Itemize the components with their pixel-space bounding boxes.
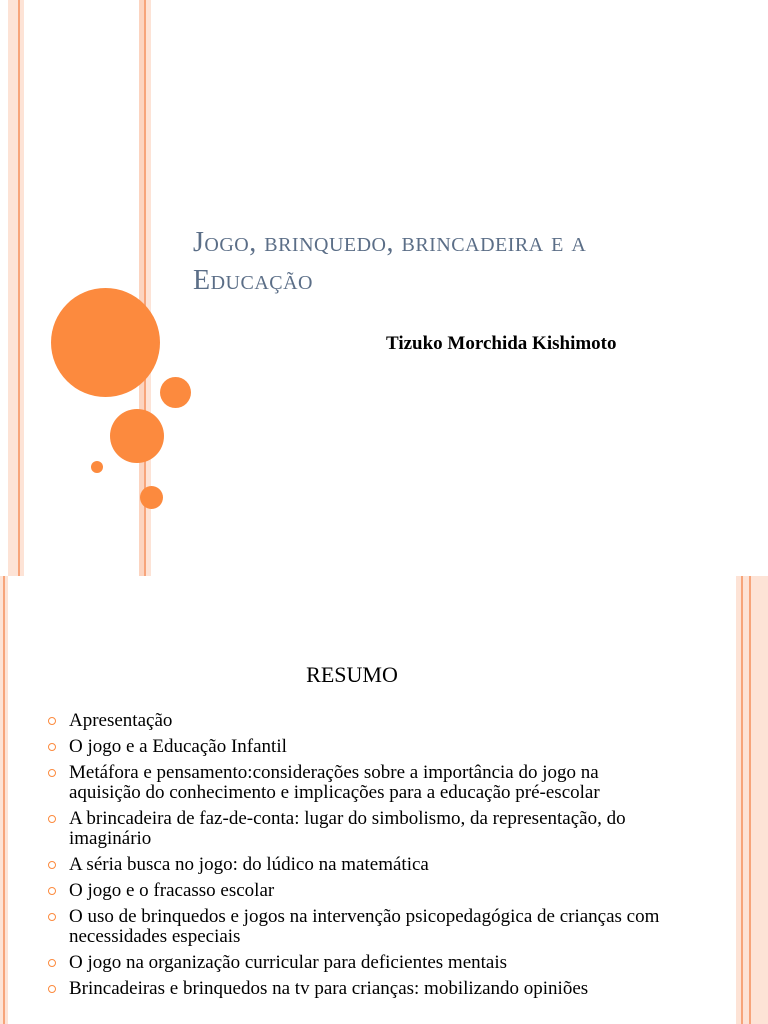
decorative-circle-medium [110, 409, 164, 463]
circle-bullet-icon [48, 861, 56, 869]
summary-slide [0, 576, 768, 1024]
decorative-circle-large [51, 288, 160, 397]
summary-list [46, 711, 666, 1005]
decorative-circle-small [160, 377, 191, 408]
list-item [46, 953, 666, 973]
circle-bullet-icon [48, 769, 56, 777]
circle-bullet-icon [48, 717, 56, 725]
circle-bullet-icon [48, 743, 56, 751]
list-item [46, 979, 666, 999]
decorative-stripe [751, 576, 768, 1024]
list-item [46, 809, 666, 849]
circle-bullet-icon [48, 959, 56, 967]
circle-bullet-icon [48, 815, 56, 823]
list-item [46, 907, 666, 947]
decorative-stripe [20, 0, 24, 576]
list-item [46, 881, 666, 901]
decorative-stripe [5, 576, 8, 1024]
circle-bullet-icon [48, 913, 56, 921]
decorative-circle-tiny [91, 461, 103, 473]
slide-title [193, 224, 733, 300]
slide-title-line-1: Jogo, brinquedo, brincadeira e a [193, 227, 587, 258]
author-name: Tizuko Morchida Kishimoto [386, 333, 617, 354]
list-item-text: Apresentação [69, 710, 173, 731]
decorative-circle-small [140, 486, 163, 509]
list-item [46, 763, 666, 803]
list-item-text: Brincadeiras e brinquedos na tv para crianças: mobilizando opiniões [69, 978, 589, 999]
list-item [46, 855, 666, 875]
list-item-text: O jogo e o fracasso escolar [69, 880, 275, 901]
list-item-text: A brincadeira de faz-de-conta: lugar do simbolismo, da representação, do imaginário [69, 808, 626, 849]
list-item-text: A séria busca no jogo: do lúdico na matemática [69, 854, 429, 875]
list-item [46, 737, 666, 757]
decorative-stripe [8, 0, 18, 576]
summary-title: RESUMO [306, 662, 398, 687]
list-item-text: O jogo na organização curricular para deficientes mentais [69, 952, 508, 973]
slide-title-line-2: Educação [193, 265, 313, 296]
circle-bullet-icon [48, 887, 56, 895]
list-item-text: O uso de brinquedos e jogos na intervenção psicopedagógica de crianças com necessidades especiais [69, 906, 660, 947]
list-item [46, 711, 666, 731]
list-item-text: O jogo e a Educação Infantil [69, 736, 287, 757]
list-item-text: Metáfora e pensamento:considerações sobre a importância do jogo na aquisição do conhecimento e implicações para a educação pré-escolar [69, 762, 600, 803]
circle-bullet-icon [48, 985, 56, 993]
